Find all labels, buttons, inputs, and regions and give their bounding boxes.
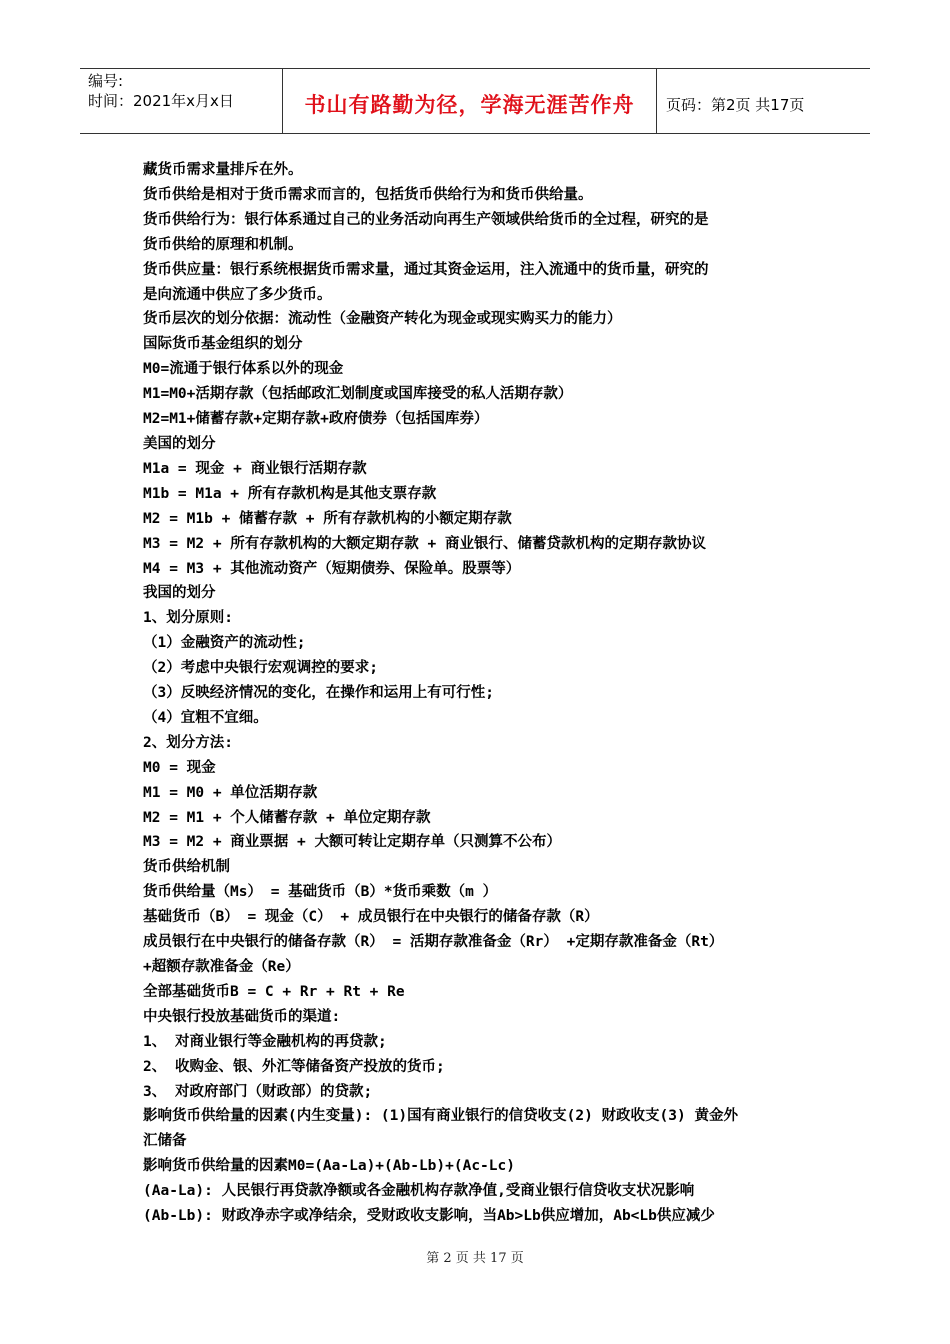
body-text-line: M0=流通于银行体系以外的现金 <box>143 361 344 378</box>
body-text-line: 藏货币需求量排斥在外。 <box>143 162 303 178</box>
body-text-line: 1、划分原则: <box>143 610 233 627</box>
body-text-line: M1=M0+活期存款（包括邮政汇划制度或国库接受的私人活期存款） <box>143 386 573 403</box>
body-text-line: 1、 对商业银行等金融机构的再贷款; <box>143 1033 387 1050</box>
body-text-line: 货币供给的原理和机制。 <box>143 236 303 253</box>
body-text-line: 成员银行在中央银行的储备存款（R） = 活期存款准备金（Rr） +定期存款准备金（Rt） <box>143 934 724 951</box>
body-text-line: M3 = M2 + 商业票据 + 大额可转让定期存单（只测算不公布） <box>143 834 561 851</box>
body-text-line: 货币供给量（Ms） = 基础货币（B）*货币乘数（m ） <box>143 884 498 901</box>
document-number-label: 编号: <box>88 72 124 90</box>
header-meta <box>80 69 283 133</box>
body-text-line: 3、 对政府部门（财政部）的贷款; <box>143 1083 373 1100</box>
body-text-line: 货币供应量：银行系统根据货币需求量，通过其资金运用，注入流通中的货币量，研究的 <box>143 261 709 278</box>
body-text-line: （1）金融资产的流动性; <box>143 635 306 652</box>
body-text-line: （2）考虑中央银行宏观调控的要求; <box>143 660 378 677</box>
body-text-line: 是向流通中供应了多少货币。 <box>143 286 332 303</box>
body-text-line: 货币层次的划分依据：流动性（金融资产转化为现金或现实购买力的能力） <box>143 311 622 328</box>
body-text-line: 影响货币供给量的因素(内生变量): (1)国有商业银行的信贷收支(2) 财政收支(3) 黄金外 <box>143 1108 738 1125</box>
body-text-line: 美国的划分 <box>143 435 216 452</box>
document-time-label: 时间：2021年x月x日 <box>88 92 234 110</box>
body-text-line: 货币供给行为：银行体系通过自己的业务活动向再生产领域供给货币的全过程，研究的是 <box>143 211 709 228</box>
body-text-line: M2=M1+储蓄存款+定期存款+政府债券（包括国库券） <box>143 411 489 428</box>
body-text-line: 汇储备 <box>143 1133 187 1150</box>
body-text-line: +超额存款准备金（Re） <box>143 959 300 975</box>
body-text-line: 中央银行投放基础货币的渠道: <box>143 1008 341 1025</box>
body-text-line: （3）反映经济情况的变化，在操作和运用上有可行性; <box>143 685 494 702</box>
document-body <box>143 158 823 1229</box>
header-page-info: 页码：第2页 共17页 <box>666 95 805 114</box>
page-footer: 第 2 页 共 17 页 <box>426 1251 524 1266</box>
body-text-line: 基础货币（B） = 现金（C） + 成员银行在中央银行的储备存款（R） <box>143 909 599 926</box>
body-text-line: 货币供给机制 <box>143 859 230 876</box>
body-text-line: 国际货币基金组织的划分 <box>143 336 303 353</box>
body-text-line: (Aa-La): 人民银行再贷款净额或各金融机构存款净值,受商业银行信贷收支状况影响 <box>143 1183 695 1200</box>
body-text-line: 2、划分方法: <box>143 734 233 751</box>
body-text-line: M1b = M1a + 所有存款机构是其他支票存款 <box>143 485 437 502</box>
body-text-line: 全部基础货币B = C + Rr + Rt + Re <box>143 983 405 1000</box>
body-text-line: M2 = M1 + 个人储蓄存款 + 单位定期存款 <box>143 809 431 826</box>
body-text-line: M2 = M1b + 储蓄存款 + 所有存款机构的小额定期存款 <box>143 510 512 527</box>
body-text-line: 货币供给是相对于货币需求而言的，包括货币供给行为和货币供给量。 <box>143 186 593 203</box>
body-text-line: 我国的划分 <box>143 585 216 602</box>
body-text-line: M3 = M2 + 所有存款机构的大额定期存款 + 商业银行、储蓄贷款机构的定期存款协议 <box>143 535 706 552</box>
body-text-line: （4）宜粗不宜细。 <box>143 709 268 726</box>
body-text-line: M1 = M0 + 单位活期存款 <box>143 784 318 801</box>
body-text-line: M4 = M3 + 其他流动资产（短期债券、保险单。股票等） <box>143 560 521 577</box>
header-motto: 书山有路勤为径，学海无涯苦作舟 <box>283 69 657 133</box>
body-text-line: M1a = 现金 + 商业银行活期存款 <box>143 460 367 477</box>
body-text-line: M0 = 现金 <box>143 759 216 776</box>
body-text-line: 2、 收购金、银、外汇等储备资产投放的货币; <box>143 1058 445 1075</box>
body-text-line: 影响货币供给量的因素M0=(Aa-La)+(Ab-Lb)+(Ac-Lc) <box>143 1158 515 1175</box>
page-header <box>80 68 870 134</box>
body-text-line: (Ab-Lb): 财政净赤字或净结余，受财政收支影响，当Ab>Lb供应增加，Ab<Lb供应减少 <box>143 1208 715 1225</box>
